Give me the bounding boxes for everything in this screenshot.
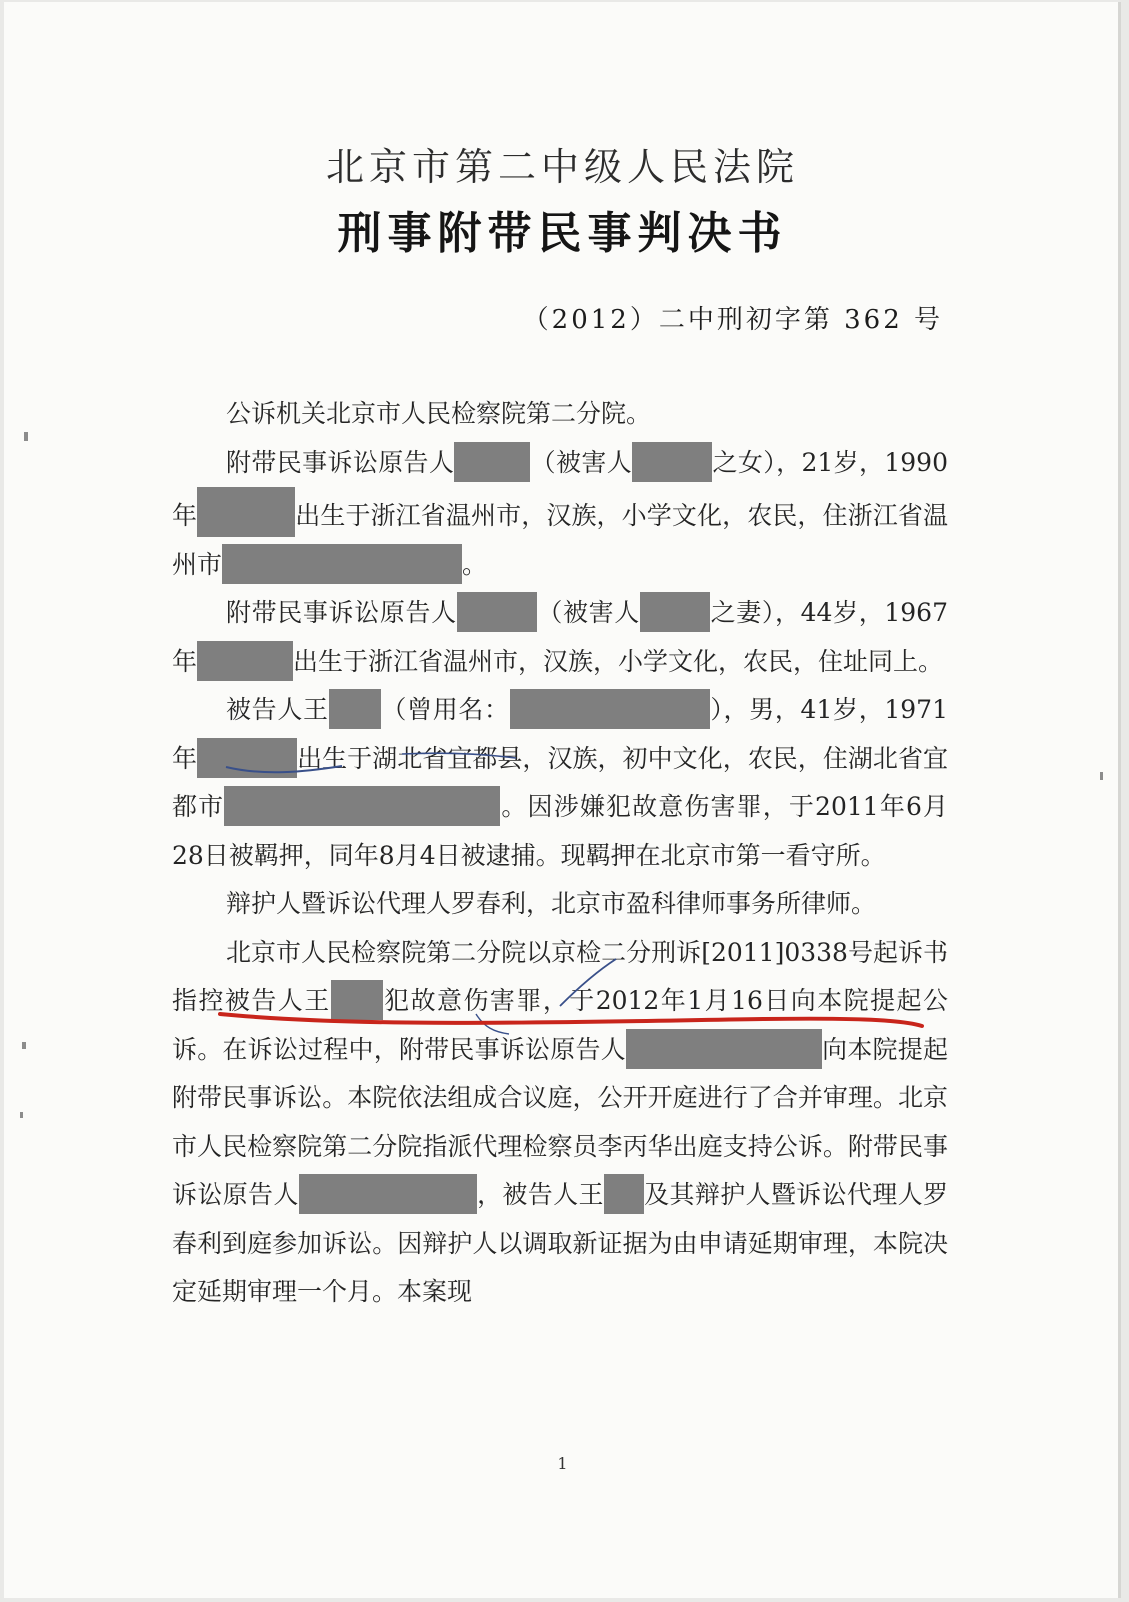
- text-segment: （被害人: [530, 447, 633, 477]
- redaction-block: [457, 592, 537, 632]
- redaction-block: [224, 786, 500, 826]
- text-segment: （被害人: [536, 598, 640, 627]
- text-segment: 出生于浙江省温州市，汉族，小学文化，农民，住浙江省温州市: [172, 501, 948, 579]
- paragraph-defender: [172, 880, 948, 929]
- text-segment: 。因涉嫌犯故意伤害罪，于2011年6月28日被羁押，同年8月4日被逮捕。现羁押在北京市第一看守所。: [172, 792, 948, 870]
- text-segment: 公诉机关北京市人民检察院第二分院。: [226, 399, 652, 428]
- redaction-block: [510, 689, 710, 729]
- document-page: [4, 2, 1121, 1598]
- scan-speck: [22, 1042, 26, 1049]
- judgment-body: [172, 390, 948, 1317]
- scan-speck: [1100, 772, 1103, 780]
- redaction-block: [197, 487, 295, 537]
- text-segment: 附带民事诉讼原告人: [226, 447, 455, 477]
- redaction-block: [299, 1174, 477, 1214]
- paragraph-defendant: [172, 686, 948, 880]
- redaction-block: [197, 641, 293, 681]
- text-segment: 被告人王: [226, 695, 329, 724]
- text-segment: 出生于湖北省宜都县，汉族，初中文化，农民，住湖北省宜都市: [172, 743, 948, 821]
- page-number: 1: [557, 1454, 568, 1473]
- text-segment: ，被告人王: [476, 1180, 604, 1209]
- scan-speck: [24, 432, 28, 441]
- document-type-title: 刑事附带民事判决书: [337, 208, 788, 259]
- text-segment: 及其辩护人暨诉讼代理人罗春利到庭参加诉讼。因辩护人以调取新证据为由申请延期审理，本院决定延期审理一个月。本案现: [172, 1180, 948, 1306]
- redaction-block: [222, 544, 462, 584]
- paragraph-plaintiff-2: [172, 589, 948, 686]
- text-segment: 附带民事诉讼原告人: [226, 598, 457, 627]
- paragraph-procedure: [172, 929, 948, 1317]
- scan-speck: [20, 1112, 23, 1118]
- redaction-block: [329, 689, 381, 729]
- court-name: 北京市第二中级人民法院: [325, 145, 799, 189]
- text-segment: 北京市人民检察院第二分院以京检二分刑诉[2011]0338号起诉书指控被告人王: [172, 937, 948, 1015]
- text-segment: 。: [462, 549, 488, 579]
- text-segment: ），男，41岁，1971年: [172, 695, 948, 773]
- redaction-block: [626, 1029, 822, 1069]
- text-segment: 出生于浙江省温州市，汉族，小学文化，农民，住址同上。: [293, 646, 944, 676]
- redaction-block: [454, 442, 530, 482]
- paragraph-plaintiff-1: [172, 439, 948, 590]
- paragraph-prosecutor: [172, 390, 948, 439]
- redaction-block: [604, 1174, 644, 1214]
- text-segment: 之女），21岁，1990年: [172, 447, 948, 530]
- redaction-block: [331, 980, 383, 1020]
- text-segment: 辩护人暨诉讼代理人罗春利，北京市盈科律师事务所律师。: [226, 889, 877, 918]
- text-segment: 之妻），44岁，1967年: [172, 598, 948, 676]
- case-number: （2012）二中刑初字第 362 号: [522, 305, 943, 335]
- redaction-block: [632, 442, 712, 482]
- text-segment: 向本院提起附带民事诉讼。本院依法组成合议庭，公开开庭进行了合并审理。北京市人民检察院第二分院指派代理检察员李丙华出庭支持公诉。附带民事诉讼原告人: [172, 1034, 948, 1209]
- redaction-block: [197, 738, 297, 778]
- redaction-block: [640, 592, 710, 632]
- text-segment: （曾用名：: [380, 695, 510, 724]
- text-segment: 犯故意伤害罪，于2012年1月16日向本院提起公诉。在诉讼过程中，附带民事诉讼原告人: [172, 986, 948, 1064]
